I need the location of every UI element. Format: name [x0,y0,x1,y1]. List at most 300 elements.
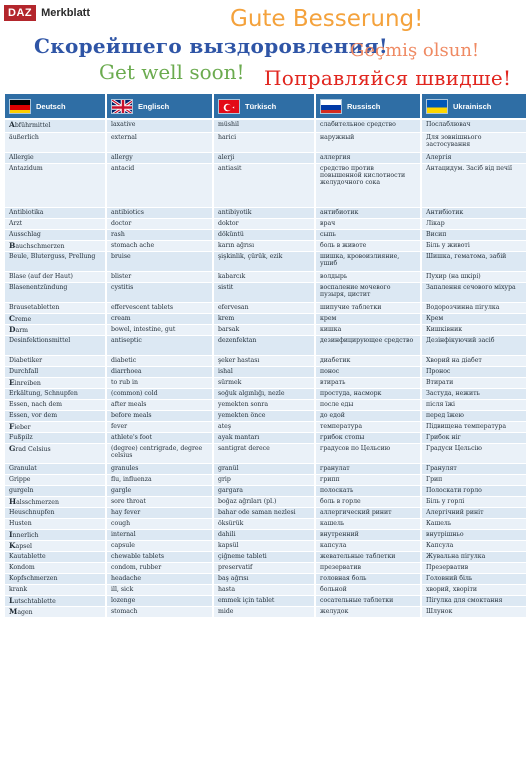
entry-initial-letter: D [9,325,16,334]
term-text: сосательные таблетки [320,597,394,604]
cell-german [5,519,107,529]
cell-ukrainian [422,241,526,251]
term-text: dezenfektan [218,337,257,344]
cell-russian [316,367,422,377]
cell-german [5,219,107,229]
cell-ukrainian [422,356,526,366]
term-text: аллергия [320,154,351,161]
cell-russian [316,508,422,518]
cell-german [5,272,107,282]
cell-english [107,486,214,496]
term-text: Antibiotika [9,209,44,216]
cell-english [107,607,214,617]
cell-turkish [214,325,316,335]
term-text: Гранулят [426,465,457,472]
cell-turkish [214,400,316,410]
cell-english [107,164,214,207]
term-text: перед їжею [426,412,464,419]
cell-english [107,230,214,240]
table-row [5,563,526,574]
term-text: Kautablette [9,553,46,560]
column-header-russian [316,94,422,118]
term-text: Пухир (на шкірі) [426,273,481,280]
term-text: effervescent tablets [111,304,174,311]
cell-english [107,252,214,271]
cell-english [107,422,214,432]
term-text: çiğneme tableti [218,553,267,560]
cell-turkish [214,444,316,463]
term-text: stomach ache [111,242,155,249]
cell-english [107,303,214,313]
cell-german [5,411,107,421]
greeting-german: Gute Besserung! [230,6,424,32]
cell-russian [316,464,422,474]
term-text: Антацидум. Засіб від печії [426,165,512,172]
cell-english [107,508,214,518]
term-text: волдырь [320,273,348,280]
column-header-english [107,94,214,118]
cell-german [5,541,107,551]
cell-german [5,563,107,573]
term-text: Грибок ніг [426,434,461,441]
cell-german [5,367,107,377]
cell-german [5,464,107,474]
cell-turkish [214,219,316,229]
entry-initial-letter: B [9,241,16,250]
table-row [5,552,526,563]
cell-ukrainian [422,336,526,355]
term-text: kapsül [218,542,239,549]
table-row [5,464,526,475]
term-text: Головний біль [426,575,473,582]
term-text: жевательные таблетки [320,553,396,560]
cell-german [5,497,107,507]
table-row [5,356,526,367]
term-text: Для зовнішнього застосування [426,134,482,148]
term-text: Кишківник [426,326,463,333]
term-text: шипучие таблетки [320,304,382,311]
term-text: Desinfektionsmittel [9,337,71,344]
term-text: желудок [320,608,349,615]
cell-turkish [214,585,316,595]
cell-russian [316,563,422,573]
table-row [5,475,526,486]
cell-german [5,378,107,388]
cell-german [5,607,107,617]
cell-russian [316,541,422,551]
column-header-label: Deutsch [36,101,66,111]
cell-turkish [214,153,316,163]
term-text: (common) cold [111,390,158,397]
cell-german [5,574,107,584]
term-text: до едой [320,412,345,419]
entry-initial-letter: K [9,541,16,550]
table-row [5,574,526,585]
cell-ukrainian [422,314,526,324]
term-text: Kopfschmerzen [9,575,58,582]
term-text: auchschmerzen [15,243,65,250]
cell-turkish [214,230,316,240]
table-row [5,272,526,283]
term-text: Ausschlag [9,231,41,238]
term-text: ateş [218,423,232,430]
term-text: Шлунок [426,608,453,615]
cell-ukrainian [422,133,526,152]
term-text: agen [17,609,33,616]
cell-russian [316,153,422,163]
table-row [5,585,526,596]
term-text: Durchfall [9,368,39,375]
table-row [5,120,526,133]
table-row [5,283,526,303]
term-text: reme [14,316,32,323]
cell-english [107,530,214,540]
term-text: Застуда, нежить [426,390,480,397]
cell-german [5,400,107,410]
term-text: hay fever [111,509,141,516]
term-text: santigrat derece [218,445,270,452]
term-text: ishal [218,368,233,375]
cell-english [107,552,214,562]
table-row [5,607,526,618]
document-title: Merkblatt [41,7,91,19]
term-text: шишка, кровоизлияние, ушиб [320,253,400,267]
cell-english [107,272,214,282]
term-text: flu, influenza [111,476,152,483]
cell-ukrainian [422,120,526,132]
cell-russian [316,272,422,282]
table-row [5,497,526,508]
term-text: Висип [426,231,447,238]
term-text: наружный [320,134,355,141]
table-row [5,208,526,219]
cell-turkish [214,303,316,313]
cell-english [107,356,214,366]
term-text: Husten [9,520,32,527]
term-text: Водорозчинна пігулка [426,304,500,311]
cell-german [5,444,107,463]
cell-ukrainian [422,464,526,474]
cell-ukrainian [422,230,526,240]
term-text: hasta [218,586,236,593]
term-text: antiseptic [111,337,142,344]
table-row [5,530,526,541]
cell-turkish [214,563,316,573]
cell-german [5,283,107,302]
term-text: Грип [426,476,443,483]
cell-ukrainian [422,585,526,595]
term-text: apsel [15,543,32,550]
term-text: Дезінфікуючий засіб [426,337,495,344]
term-text: alsschmerzen [16,499,59,506]
cell-english [107,596,214,606]
cell-ukrainian [422,389,526,399]
term-text: after meals [111,401,147,408]
cell-turkish [214,519,316,529]
table-row [5,153,526,164]
cell-ukrainian [422,303,526,313]
cell-english [107,497,214,507]
term-text: gurgeln [9,487,34,494]
term-text: грибок стопы [320,434,365,441]
cell-russian [316,530,422,540]
cell-german [5,208,107,218]
term-text: Шишка, гематома, забій [426,253,507,260]
entry-initial-letter: E [9,378,15,387]
table-row [5,596,526,607]
term-text: Капсула [426,542,454,549]
cell-russian [316,314,422,324]
cell-russian [316,230,422,240]
cell-ukrainian [422,486,526,496]
cell-turkish [214,314,316,324]
cell-german [5,133,107,152]
cell-russian [316,444,422,463]
table-row [5,400,526,411]
term-text: external [111,134,137,141]
term-text: emmek için tablet [218,597,275,604]
term-text: Arzt [9,220,23,227]
term-text: Втирати [426,379,454,386]
term-text: гранулат [320,465,350,472]
table-row [5,164,526,208]
cell-german [5,585,107,595]
term-text: allergy [111,154,133,161]
cell-russian [316,475,422,485]
cell-russian [316,519,422,529]
term-text: bführmittel [14,122,51,129]
table-row [5,519,526,530]
term-text: sore throat [111,498,146,505]
term-text: fever [111,423,128,430]
table-row [5,508,526,519]
cell-english [107,411,214,421]
flag-russia-icon [320,99,342,114]
term-text: Запалення сечового міхура [426,284,516,291]
cell-english [107,153,214,163]
term-text: laxative [111,121,136,128]
cell-german [5,530,107,540]
greeting-ukrainian: Поправляйся швидше! [264,66,512,90]
term-text: хворий, хворіти [426,586,478,593]
term-text: alerji [218,154,235,161]
cell-ukrainian [422,563,526,573]
term-text: gargara [218,487,243,494]
cell-english [107,325,214,335]
column-header-label: Russisch [347,101,381,111]
term-text: Пігулка для смоктання [426,597,503,604]
table-row [5,378,526,389]
term-text: средство против повышенной кислотности желудочного сока [320,165,406,186]
table-row [5,433,526,444]
term-text: аллергический ринит [320,509,392,516]
cell-english [107,574,214,584]
entry-initial-letter: M [9,607,18,616]
cell-russian [316,607,422,617]
cell-ukrainian [422,400,526,410]
entry-initial-letter: G [9,444,16,453]
cell-turkish [214,164,316,207]
cell-german [5,552,107,562]
cell-ukrainian [422,208,526,218]
term-text: öksürük [218,520,244,527]
column-header-label: Ukrainisch [453,101,492,111]
cell-russian [316,422,422,432]
term-text: внутренний [320,531,359,538]
cell-turkish [214,356,316,366]
cell-english [107,219,214,229]
cell-ukrainian [422,508,526,518]
cell-ukrainian [422,283,526,302]
term-text: cystitis [111,284,134,291]
table-row [5,389,526,400]
term-text: Презерватив [426,564,469,571]
cell-turkish [214,120,316,132]
term-text: Grippe [9,476,31,483]
term-text: cough [111,520,131,527]
cell-german [5,252,107,271]
term-text: gargle [111,487,132,494]
cell-russian [316,120,422,132]
cell-russian [316,411,422,421]
term-text: headache [111,575,142,582]
entry-initial-letter: L [9,596,15,605]
cell-turkish [214,208,316,218]
entry-initial-letter: F [9,422,15,431]
term-text: Essen, nach dem [9,401,63,408]
cell-ukrainian [422,574,526,584]
term-text: Кашель [426,520,452,527]
term-text: полоскать [320,487,354,494]
cell-english [107,400,214,410]
column-header-turkish [214,94,316,118]
entry-initial-letter: I [9,530,13,539]
term-text: сыпь [320,231,336,238]
table-row [5,367,526,378]
table-row [5,444,526,464]
cell-ukrainian [422,422,526,432]
cell-german [5,508,107,518]
term-text: Allergie [9,154,34,161]
term-text: rash [111,231,125,238]
cell-english [107,208,214,218]
cell-turkish [214,574,316,584]
term-text: internal [111,531,136,538]
cell-turkish [214,552,316,562]
term-text: chewable tablets [111,553,165,560]
cell-turkish [214,486,316,496]
cell-english [107,433,214,443]
term-text: Градуси Цельсію [426,445,482,452]
term-text: barsak [218,326,240,333]
cell-english [107,389,214,399]
term-text: dahili [218,531,236,538]
term-text: yemekten sonra [218,401,269,408]
term-text: Алергія [426,154,452,161]
cell-russian [316,208,422,218]
term-text: крем [320,315,337,322]
table-row [5,422,526,433]
table-row [5,325,526,336]
term-text: боль в горле [320,498,361,505]
term-text: antiasit [218,165,242,172]
term-text: müshil [218,121,239,128]
cell-russian [316,356,422,366]
term-text: lozenge [111,597,136,604]
cell-german [5,596,107,606]
term-text: granül [218,465,239,472]
term-text: bahar ode saman nezlesi [218,509,296,516]
term-text: to rub in [111,379,139,386]
term-text: ieber [14,424,31,431]
cell-english [107,475,214,485]
table-row [5,133,526,153]
table-row [5,241,526,252]
entry-initial-letter: H [9,497,17,506]
cell-russian [316,241,422,251]
cell-ukrainian [422,272,526,282]
cell-turkish [214,389,316,399]
cell-ukrainian [422,325,526,335]
cell-german [5,325,107,335]
term-text: Полоскати горло [426,487,482,494]
term-text: sürmek [218,379,242,386]
term-text: Beule, Bluterguss, Prellung [9,253,96,260]
term-text: inreiben [14,380,41,387]
table-row [5,303,526,314]
cell-turkish [214,607,316,617]
cell-ukrainian [422,433,526,443]
table-row [5,411,526,422]
term-text: Antazidum [9,165,43,172]
cell-turkish [214,378,316,388]
term-text: grip [218,476,231,483]
cell-russian [316,133,422,152]
term-text: воспаление мочевого пузыря, цистит [320,284,391,298]
entry-initial-letter: A [9,120,15,129]
term-text: Diabetiker [9,357,43,364]
cell-turkish [214,497,316,507]
cell-turkish [214,433,316,443]
cell-russian [316,378,422,388]
table-row [5,219,526,230]
cell-turkish [214,475,316,485]
column-header-ukrainian [422,94,526,118]
term-text: äußerlich [9,134,39,141]
cell-turkish [214,530,316,540]
term-text: понос [320,368,340,375]
term-text: Біль у животі [426,242,470,249]
greeting-english: Get well soon! [99,60,245,84]
cell-ukrainian [422,219,526,229]
term-text: doctor [111,220,132,227]
cell-turkish [214,252,316,271]
term-text: condom, rubber [111,564,162,571]
cell-turkish [214,283,316,302]
cell-ukrainian [422,153,526,163]
term-text: boğaz ağrıları (pl.) [218,498,277,505]
cell-russian [316,252,422,271]
term-text: Essen, vor dem [9,412,58,419]
term-text: Лікар [426,220,445,227]
cell-turkish [214,596,316,606]
header-bar [4,4,90,22]
term-text: внутрішньо [426,531,464,538]
term-text: diarrhoea [111,368,142,375]
term-text: sistit [218,284,234,291]
term-text: врач [320,220,336,227]
cell-turkish [214,422,316,432]
